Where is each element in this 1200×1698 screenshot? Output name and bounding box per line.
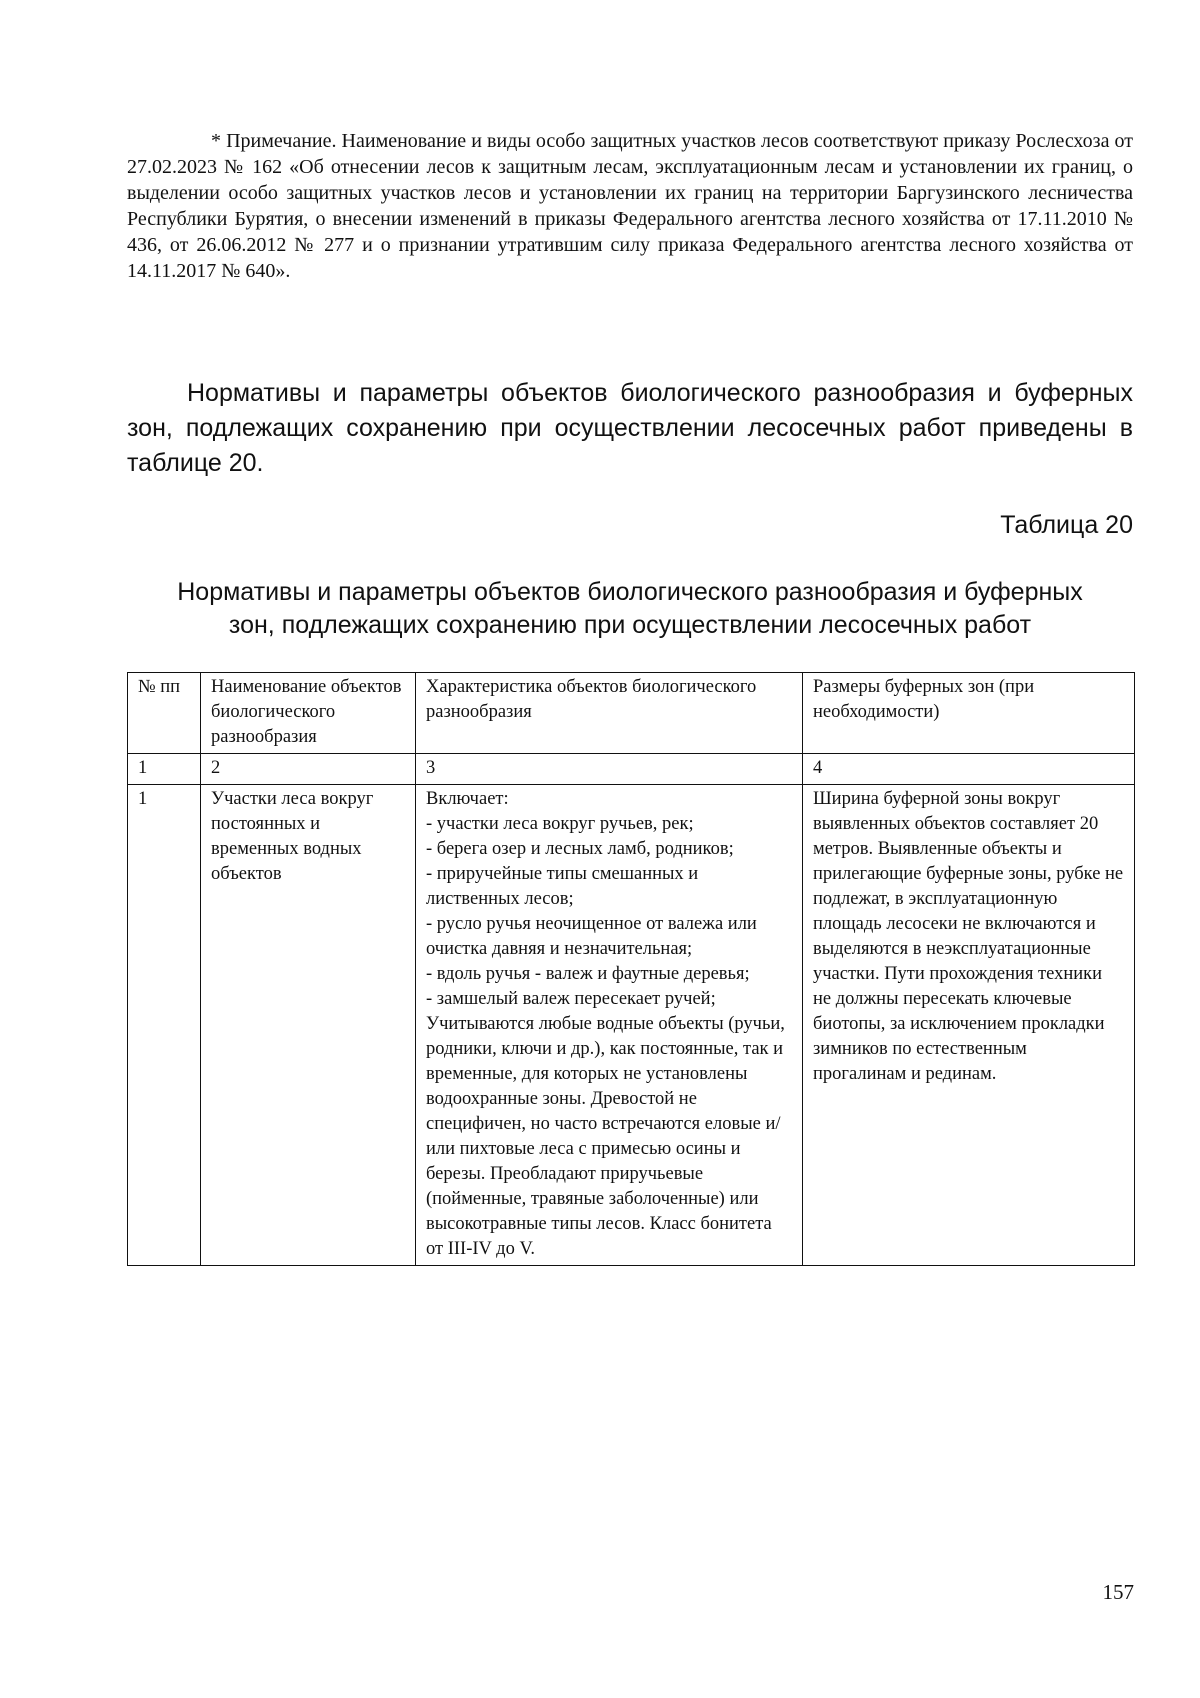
characteristic-line: - русло ручья неочищенное от валежа или очистка давняя и незначительная; [426,914,757,959]
header-buffer: Размеры буферных зон (при необходимости) [803,673,1135,754]
page-number: 157 [1102,1580,1134,1604]
intro-paragraph: Нормативы и параметры объектов биологического разнообразия и буферных зон, подлежащих сохранению при осуществлении лесосечных работ приведены в таблице 20. [127,379,1133,477]
biodiversity-table [127,672,1135,1266]
header-name: Наименование объектов биологического разнообразия [201,673,416,754]
characteristic-line: - замшелый валеж пересекает ручей; [426,989,716,1009]
column-number-1: 1 [128,754,201,785]
characteristic-line: - приручейные типы смешанных и лиственных лесов; [426,864,699,909]
table-column-numbers-row [128,754,1135,785]
column-number-3: 3 [416,754,803,785]
table-label: Таблица 20 [1000,511,1133,539]
characteristic-line: - вдоль ручья - валеж и фаутные деревья; [426,964,750,984]
column-number-2: 2 [201,754,416,785]
table-title-line-2: зон, подлежащих сохранению при осуществлении лесосечных работ [228,611,1032,639]
table-title-line-1: Нормативы и параметры объектов биологического разнообразия и буферных [177,578,1083,606]
characteristic-line: Учитываются любые водные объекты (ручьи, родники, ключи и др.), как постоянные, так и временные, для которых не установлены водоохранные зоны. Древостой не специфичен, но часто встречаются еловые и/или пихтовые леса с примесью осины и березы. Преобладают приручьевые (пойменные, травяные заболоченные) или высокотравные типы лесов. Класс бонитета от III-IV до V. [426,1014,785,1259]
row-name: Участки леса вокруг постоянных и временных водных объектов [201,785,416,1266]
column-number-4: 4 [803,754,1135,785]
table-header-row [128,673,1135,754]
header-number: № пп [128,673,201,754]
characteristic-line: Включает: [426,789,509,809]
header-characteristics: Характеристика объектов биологического разнообразия [416,673,803,754]
table-title [127,576,1133,642]
row-buffer: Ширина буферной зоны вокруг выявленных объектов составляет 20 метров. Выявленные объекты и прилегающие буферные зоны, рубке не подлежат, в эксплуатационную площадь лесосеки не включаются и выделяются в неэксплуатационные участки. Пути прохождения техники не должны пересекать ключевые биотопы, за исключением прокладки зимников по естественным прогалинам и рединам. [803,785,1135,1266]
characteristic-line: - участки леса вокруг ручьев, рек; [426,814,694,834]
table-row [128,785,1135,1266]
row-characteristics [416,785,803,1266]
footnote-note: * Примечание. Наименование и виды особо защитных участков лесов соответствуют приказу Рослесхоза от 27.02.2023 № 162 «Об отнесении лесов к защитным лесам, эксплуатационным лесам и установлении их границ, о выделении особо защитных участков лесов и установлении их границ на территории Баргузинского лесничества Республики Бурятия, о внесении изменений в приказы Федерального агентства лесного хозяйства от 17.11.2010 № 436, от 26.06.2012 № 277 и о признании утратившим силу приказа Федерального агентства лесного хозяйства от 14.11.2017 № 640». [127,130,1133,282]
row-number: 1 [128,785,201,1266]
characteristic-line: - берега озер и лесных ламб, родников; [426,839,734,859]
